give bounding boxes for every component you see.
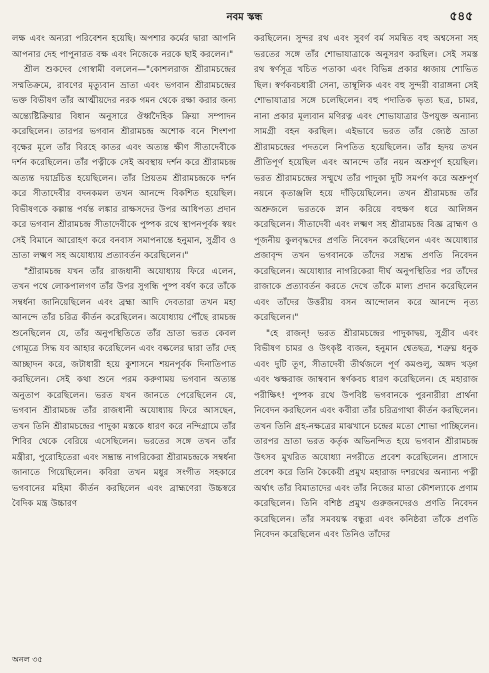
paragraph: করছিলেন। সুন্দর রথ এবং সুবর্ণ বর্ম সমন্বিত বহু অশ্বসেনা সহ ভরতের সঙ্গে তাঁর শোভাযাত্রাকে অনুসরণ করছিল। সেই সমস্ত রথ স্বর্ণসূত্র খচিত পতাকা এবং বিভিন্ন প্রকার ধ্বজায় শোভিত ছিল। স্বর্ণকবচধারী সেনা, তাম্বূলিক এবং বহু সুন্দরী বারাঙ্গনা সেই শোভাযাত্রার সঙ্গে চলেছিলেন। বহু পদাতিক ভৃত্য ছত্র, চামর, নানা প্রকার মূল্যবান মণিরত্ন এবং শোভাযাত্রার উপযুক্ত অন্যান্য সামগ্রী বহন করছিল। এইভাবে ভরত তাঁর জ্যেষ্ঠ ভ্রাতা শ্রীরামচন্দ্রের পদতলে নিপতিত হয়েছিলেন। তাঁর হৃদয় তখন প্রীতিপূর্ণ হয়েছিল এবং আনন্দে তাঁর নয়ন অশ্রুপূর্ণ হয়েছিল। ভরত শ্রীরামচন্দ্রের সম্মুখে তাঁর পাদুকা দুটি সমর্পণ করে অশ্রুপূর্ণ নয়নে কৃতাঞ্জলি হয়ে দাঁড়িয়েছিলেন। তখন শ্রীরামচন্দ্র তাঁর অশ্রুজলে ভরতকে স্নান করিয়ে বহুক্ষণ ধরে আলিঙ্গন করেছিলেন। সীতাদেবী এবং লক্ষ্মণ সহ শ্রীরামচন্দ্র বিজ্ঞ ব্রাহ্মণ ও পূজনীয় কুলবৃদ্ধদের প্রণতি নিবেদন করেছিলেন এবং অযোধ্যার প্রজাবৃন্দ তখন ভগবানকে তাঁদের সশ্রদ্ধ প্রণতি নিবেদন করেছিলেন। অযোধ্যার নাগরিকেরা দীর্ঘ অনুপস্থিতির পর তাঁদের রাজাকে প্রত্যাবর্তন করতে দেখে তাঁকে মাল্য প্রদান করেছিলেন এবং তাঁদের উত্তরীয় বসন আন্দোলন করে আনন্দে নৃত্য করেছিলেন।" <box>254 34 478 323</box>
page-footer: অনল ৩৫ <box>12 655 43 664</box>
paragraph: "শ্রীরামচন্দ্র যখন তাঁর রাজধানী অযোধ্যায় ফিরে এলেন, তখন পথে লোকপালগণ তাঁর উপর সুগন্ধি পুষ্প বর্ষণ করে তাঁকে সম্বর্ধনা জানিয়েছিলেন এবং ব্রহ্মা আদি দেবতারা তখন মহা আনন্দে তাঁর চরিত্র কীর্তন করেছিলেন। অযোধ্যায় পৌঁছে রামচন্দ্র শুনেছিলেন যে, তাঁর অনুপস্থিতিতে তাঁর ভ্রাতা ভরত কেবল গোমূত্রে সিদ্ধ যব আহার করেছিলেন এবং বল্কলের দ্বারা তাঁর দেহ আচ্ছাদন করে, জটাধারী হয়ে কুশাসনে শয়নপূর্বক দিনাতিপাত করছিলেন। সেই কথা শুনে পরম করুণাময় ভগবান অত্যন্ত অনুতাপ করেছিলেন। ভরত যখন জানতে পেরেছিলেন যে, ভগবান শ্রীরামচন্দ্র তাঁর রাজধানী অযোধ্যায় ফিরে আসছেন, তখন তিনি শ্রীরামচন্দ্রের পাদুকা মস্তকে ধারণ করে নন্দিগ্রামে তাঁর শিবির থেকে বেরিয়ে এসেছিলেন। ভরতের সঙ্গে তখন তাঁর মন্ত্রীরা, পুরোহিতেরা এবং সম্ভ্রান্ত নাগরিকেরা শ্রীরামচন্দ্রকে সম্বর্ধনা জানাতে গিয়েছিলেন। কবিরা তখন মধুর সংগীত সহকারে ভগবানের মহিমা কীর্তন করছিলেন এবং ব্রাহ্মণেরা উচ্চস্বরে বৈদিক মন্ত্র উচ্চারণ <box>12 266 236 509</box>
paragraph: লক্ষ এবং অন্যরা পরিবেশন হয়েছি। অপশার কর্মের দ্বারা আপনি আপনার দেহ পাপুনারত বক্ষ এবং নিজেকে নরকে ছাই করলেন।" <box>12 34 236 60</box>
paragraph: শ্রীল শুকদেব গোস্বামী বললেন—"কোশলরাজ শ্রীরামচন্দ্রের সম্মতিক্রমে, রাবণের মৃত্যুবান ভ্রাতা এবং ভগবান শ্রীরামচন্দ্রের ভক্ত বিভীষণ তাঁর আত্মীয়দের নরক গমন থেকে রক্ষা করার জন্য অন্ত্যেষ্টিক্রিয়ার বিধান অনুসারে ঔর্ধ্বদৈহিক ক্রিয়া সম্পাদন করেছিলেন। তারপর ভগবান শ্রীরামচন্দ্র অশোক বনে শিংশপা বৃক্ষের মূলে তাঁর বিরহে কাতর এবং অত্যন্ত ক্ষীণ সীতাদেবীকে দর্শন করেছিলেন। তাঁর পত্নীকে সেই অবস্থায় দর্শন করে শ্রীরামচন্দ্র অত্যন্ত দয়ার্দ্রচিত্ত হয়েছিলেন। তাঁর প্রিয়তম শ্রীরামচন্দ্রকে দর্শন করে সীতাদেবীর বদনকমল তখন আনন্দে বিকশিত হয়েছিল। বিভীষণকে কল্পান্ত পর্যন্ত লঙ্কার রাক্ষসদের উপর আধিপত্য প্রদান করে ভগবান শ্রীরামচন্দ্র সীতাদেবীকে পুষ্পক রথে স্থাপনপূর্বক স্বয়ং সেই বিমানে আরোহণ করে বনবাস সমাপনান্তে হনুমান, সুগ্রীব ও ভ্রাতা লক্ষ্মণ সহ অযোধ্যায় প্রত্যাবর্তন করেছিলেন।" <box>12 65 236 261</box>
right-column <box>254 32 478 544</box>
page-number: ৫৪৫ <box>449 9 473 23</box>
left-column <box>12 32 236 513</box>
page-header <box>0 8 489 26</box>
page-title: নবম স্কন্ধ <box>226 12 263 23</box>
paragraph: "হে রাজন্! ভরত শ্রীরামচন্দ্রের পাদুকাদ্বয়, সুগ্রীব এবং বিভীষণ চামর ও উৎকৃষ্ট ব্যজন, হনুমান শ্বেতছত্র, শত্রুঘ্ন ধনুক এবং দুটি তূণ, সীতাদেবী তীর্থজলে পূর্ণ কমণ্ডলু, অঙ্গদ খড়্গ এবং ঋক্ষরাজ জাম্ববান স্বর্ণকবচ ধারণ করেছিলেন। হে মহারাজ পরীক্ষিৎ! পুষ্পক রথে উপবিষ্ট ভগবানকে পুরনারীরা প্রার্থনা নিবেদন করছিলেন এবং কবীরা তাঁর চরিত্রগাথা কীর্তন করছিলেন। তখন তিনি গ্রহ-নক্ষত্রের মাঝখানে চন্দ্রের মতো শোভা পাচ্ছিলেন। তারপর ভ্রাতা ভরত কর্তৃক অভিনন্দিত হয়ে ভগবান শ্রীরামচন্দ্র উৎসব মুখরিত অযোধ্যা নগরীতে প্রবেশ করেছিলেন। প্রাসাদে প্রবেশ করে তিনি কৈকেয়ী প্রমুখ মহারাজ দশরথের অন্যান্য পত্নী অর্থাৎ তাঁর বিমাতাদের এবং তাঁর নিজের মাতা কৌশল্যাকে প্রণাম করেছিলেন। তিনি বশিষ্ঠ প্রমুখ গুরুজনদেরও প্রণতি নিবেদন করেছিলেন। তাঁর সমবয়স্ক বন্ধুরা এবং কনিষ্ঠরা তাঁকে প্রণতি নিবেদন করেছিলেন এবং তিনিও তাঁদের <box>254 328 478 540</box>
